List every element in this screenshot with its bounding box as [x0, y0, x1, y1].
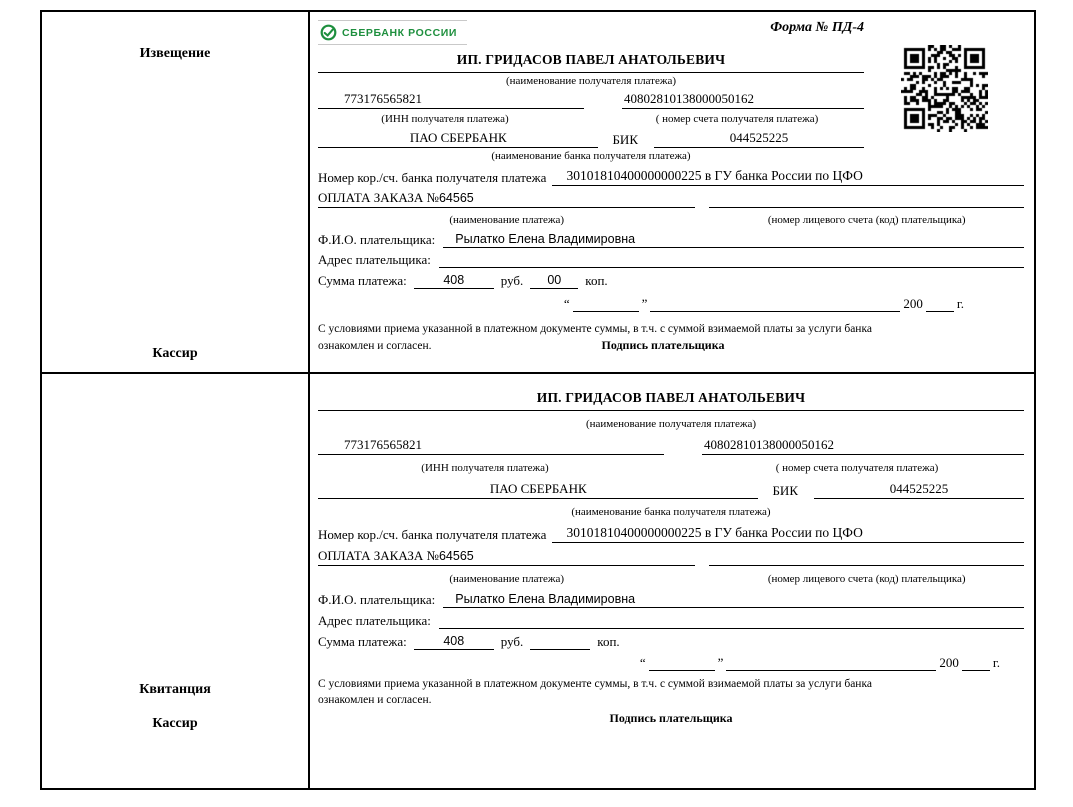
payment-name-caption-2: (наименование платежа)	[449, 573, 565, 585]
payer-fio-label: Ф.И.О. плательщика:	[318, 232, 436, 247]
payment-sum-row	[318, 273, 1024, 289]
sum-label-2: Сумма платежа:	[318, 634, 407, 649]
date-open-quote-2: “	[639, 655, 646, 670]
payment-sum-row-2	[318, 634, 1024, 650]
inn-account-captions-2	[318, 460, 1024, 476]
payment-name-captions	[318, 212, 1024, 228]
notice-header-row	[318, 20, 864, 52]
receipt-left-cell	[42, 374, 310, 788]
pd4-form	[40, 10, 1036, 790]
payment-name-value-2	[318, 548, 695, 566]
date-century-2: 200	[939, 655, 959, 670]
kop-label: коп.	[585, 273, 608, 288]
payment-name-text: ОПЛАТА ЗАКАЗА №	[318, 190, 439, 205]
payer-address-row	[318, 252, 1024, 268]
payee-inn-caption: (ИНН получателя платежа)	[381, 113, 509, 125]
payee-account-value: 40802810138000050162	[622, 91, 864, 109]
payer-address-blank-2	[439, 627, 1024, 629]
order-number-value-2: 64565	[438, 549, 474, 563]
date-year-suffix: г.	[956, 296, 964, 311]
signature-label: Подпись плательщика	[601, 338, 725, 353]
bik-value: 044525225	[654, 130, 864, 148]
bank-name-value-2: ПАО СБЕРБАНК	[318, 481, 758, 499]
corr-account-value-2: 30101810400000000225 в ГУ банка России по ЦФО	[552, 525, 1024, 543]
payee-inn-value-2: 773176565821	[318, 437, 664, 455]
receipt-label: Квитанция	[139, 682, 211, 697]
personal-account-blank	[709, 190, 1024, 208]
payment-name-text-2: ОПЛАТА ЗАКАЗА №	[318, 548, 439, 563]
agreement-line1-2: С условиями приема указанной в платежном документе суммы, в т.ч. с суммой взимаемой платы за услуги банка	[318, 678, 872, 690]
bik-value-2: 044525225	[814, 481, 1024, 499]
sum-kop-value: 00	[530, 273, 578, 289]
payee-name: ИП. ГРИДАСОВ ПАВЕЛ АНАТОЛЬЕВИЧ	[318, 52, 864, 73]
agreement-line2-2: ознакомлен и согласен.	[318, 694, 432, 707]
date-century: 200	[903, 296, 923, 311]
date-year-blank-2	[962, 656, 990, 671]
payee-account-caption: ( номер счета получателя платежа)	[655, 113, 819, 125]
agreement-line1: С условиями приема указанной в платежном документе суммы, в т.ч. с суммой взимаемой платы за услуги банка	[318, 323, 872, 335]
order-number-value: 64565	[438, 191, 474, 205]
date-day-blank-2	[649, 656, 715, 671]
date-month-blank	[650, 297, 900, 312]
date-open-quote: “	[563, 296, 570, 311]
sberbank-logo-icon	[320, 24, 337, 41]
payee-account-value-2: 40802810138000050162	[702, 437, 1024, 455]
payer-address-label-2: Адрес плательщика:	[318, 613, 431, 628]
date-row	[318, 296, 1024, 312]
notice-left-cell	[42, 12, 310, 372]
bank-name-value: ПАО СБЕРБАНК	[318, 130, 598, 148]
bank-row-2	[318, 481, 1024, 499]
bik-label: БИК	[612, 132, 638, 147]
payer-address-blank	[439, 266, 1024, 268]
notice-section	[42, 12, 1034, 374]
bank-name-caption-2: (наименование банка получателя платежа)	[571, 506, 771, 518]
notice-cashier-label: Кассир	[152, 346, 198, 361]
personal-account-blank-2	[709, 548, 1024, 566]
bank-name-caption: (наименование банка получателя платежа)	[491, 150, 691, 162]
bank-row	[318, 130, 864, 148]
agreement-line2-row	[318, 337, 1024, 354]
agreement-line2: ознакомлен и согласен.	[318, 339, 432, 352]
personal-account-caption: (номер лицевого счета (код) плательщика)	[767, 214, 966, 226]
notice-label: Извещение	[139, 46, 211, 61]
payer-fio-value-2: Рылатко Елена Владимировна	[443, 592, 1024, 608]
sum-label: Сумма платежа:	[318, 273, 407, 288]
corr-account-row	[318, 168, 1024, 186]
kop-label-2: коп.	[597, 634, 620, 649]
payee-inn-value: 773176565821	[318, 91, 584, 109]
payer-fio-row-2	[318, 592, 1024, 608]
inn-account-row-2	[318, 437, 1024, 455]
bik-label-2: БИК	[772, 483, 798, 498]
signature-label-2: Подпись плательщика	[609, 711, 733, 726]
payer-address-row-2	[318, 613, 1024, 629]
date-year-blank	[926, 297, 954, 312]
rub-label-2: руб.	[500, 634, 524, 649]
date-year-suffix-2: г.	[992, 655, 1000, 670]
payee-name-caption: (наименование получателя платежа)	[505, 75, 677, 87]
payer-fio-label-2: Ф.И.О. плательщика:	[318, 592, 436, 607]
sum-rub-value: 408	[414, 273, 494, 289]
inn-account-captions	[318, 111, 864, 127]
receipt-section	[42, 374, 1034, 788]
payee-account-caption-2: ( номер счета получателя платежа)	[775, 462, 939, 474]
sberbank-logo	[318, 20, 467, 45]
corr-account-value: 30101810400000000225 в ГУ банка России по ЦФО	[552, 168, 1024, 186]
date-close-quote-2: ”	[717, 655, 724, 670]
payment-name-caption: (наименование платежа)	[449, 214, 565, 226]
agreement-block	[318, 321, 1024, 354]
payer-fio-row	[318, 232, 1024, 248]
payee-inn-caption-2: (ИНН получателя платежа)	[421, 462, 549, 474]
date-close-quote: ”	[641, 296, 648, 311]
sum-rub-value-2: 408	[414, 634, 494, 650]
payee-name-caption-2: (наименование получателя платежа)	[585, 418, 757, 430]
qr-code	[901, 45, 988, 132]
inn-account-row	[318, 91, 864, 109]
payment-name-row-2	[318, 548, 1024, 566]
corr-account-label-2: Номер кор./сч. банка получателя платежа	[318, 527, 547, 542]
agreement-block-2	[318, 676, 1024, 727]
corr-account-row-2	[318, 525, 1024, 543]
payer-address-label: Адрес плательщика:	[318, 252, 431, 267]
rub-label: руб.	[500, 273, 524, 288]
date-row-2	[318, 655, 1024, 671]
form-number: Форма № ПД-4	[770, 20, 864, 35]
payment-name-row	[318, 190, 1024, 208]
corr-account-label: Номер кор./сч. банка получателя платежа	[318, 170, 547, 185]
notice-content	[310, 12, 1034, 372]
receipt-content	[310, 374, 1034, 788]
date-month-blank-2	[726, 656, 936, 671]
payee-name-2: ИП. ГРИДАСОВ ПАВЕЛ АНАТОЛЬЕВИЧ	[318, 390, 1024, 411]
sum-kop-value-2	[530, 648, 590, 650]
date-day-blank	[573, 297, 639, 312]
payment-name-captions-2	[318, 571, 1024, 587]
payment-name-value	[318, 190, 695, 208]
payer-fio-value: Рылатко Елена Владимировна	[443, 232, 1024, 248]
receipt-cashier-label: Кассир	[152, 716, 198, 731]
personal-account-caption-2: (номер лицевого счета (код) плательщика)	[767, 573, 966, 585]
sberbank-logo-text: СБЕРБАНК РОССИИ	[342, 26, 458, 39]
